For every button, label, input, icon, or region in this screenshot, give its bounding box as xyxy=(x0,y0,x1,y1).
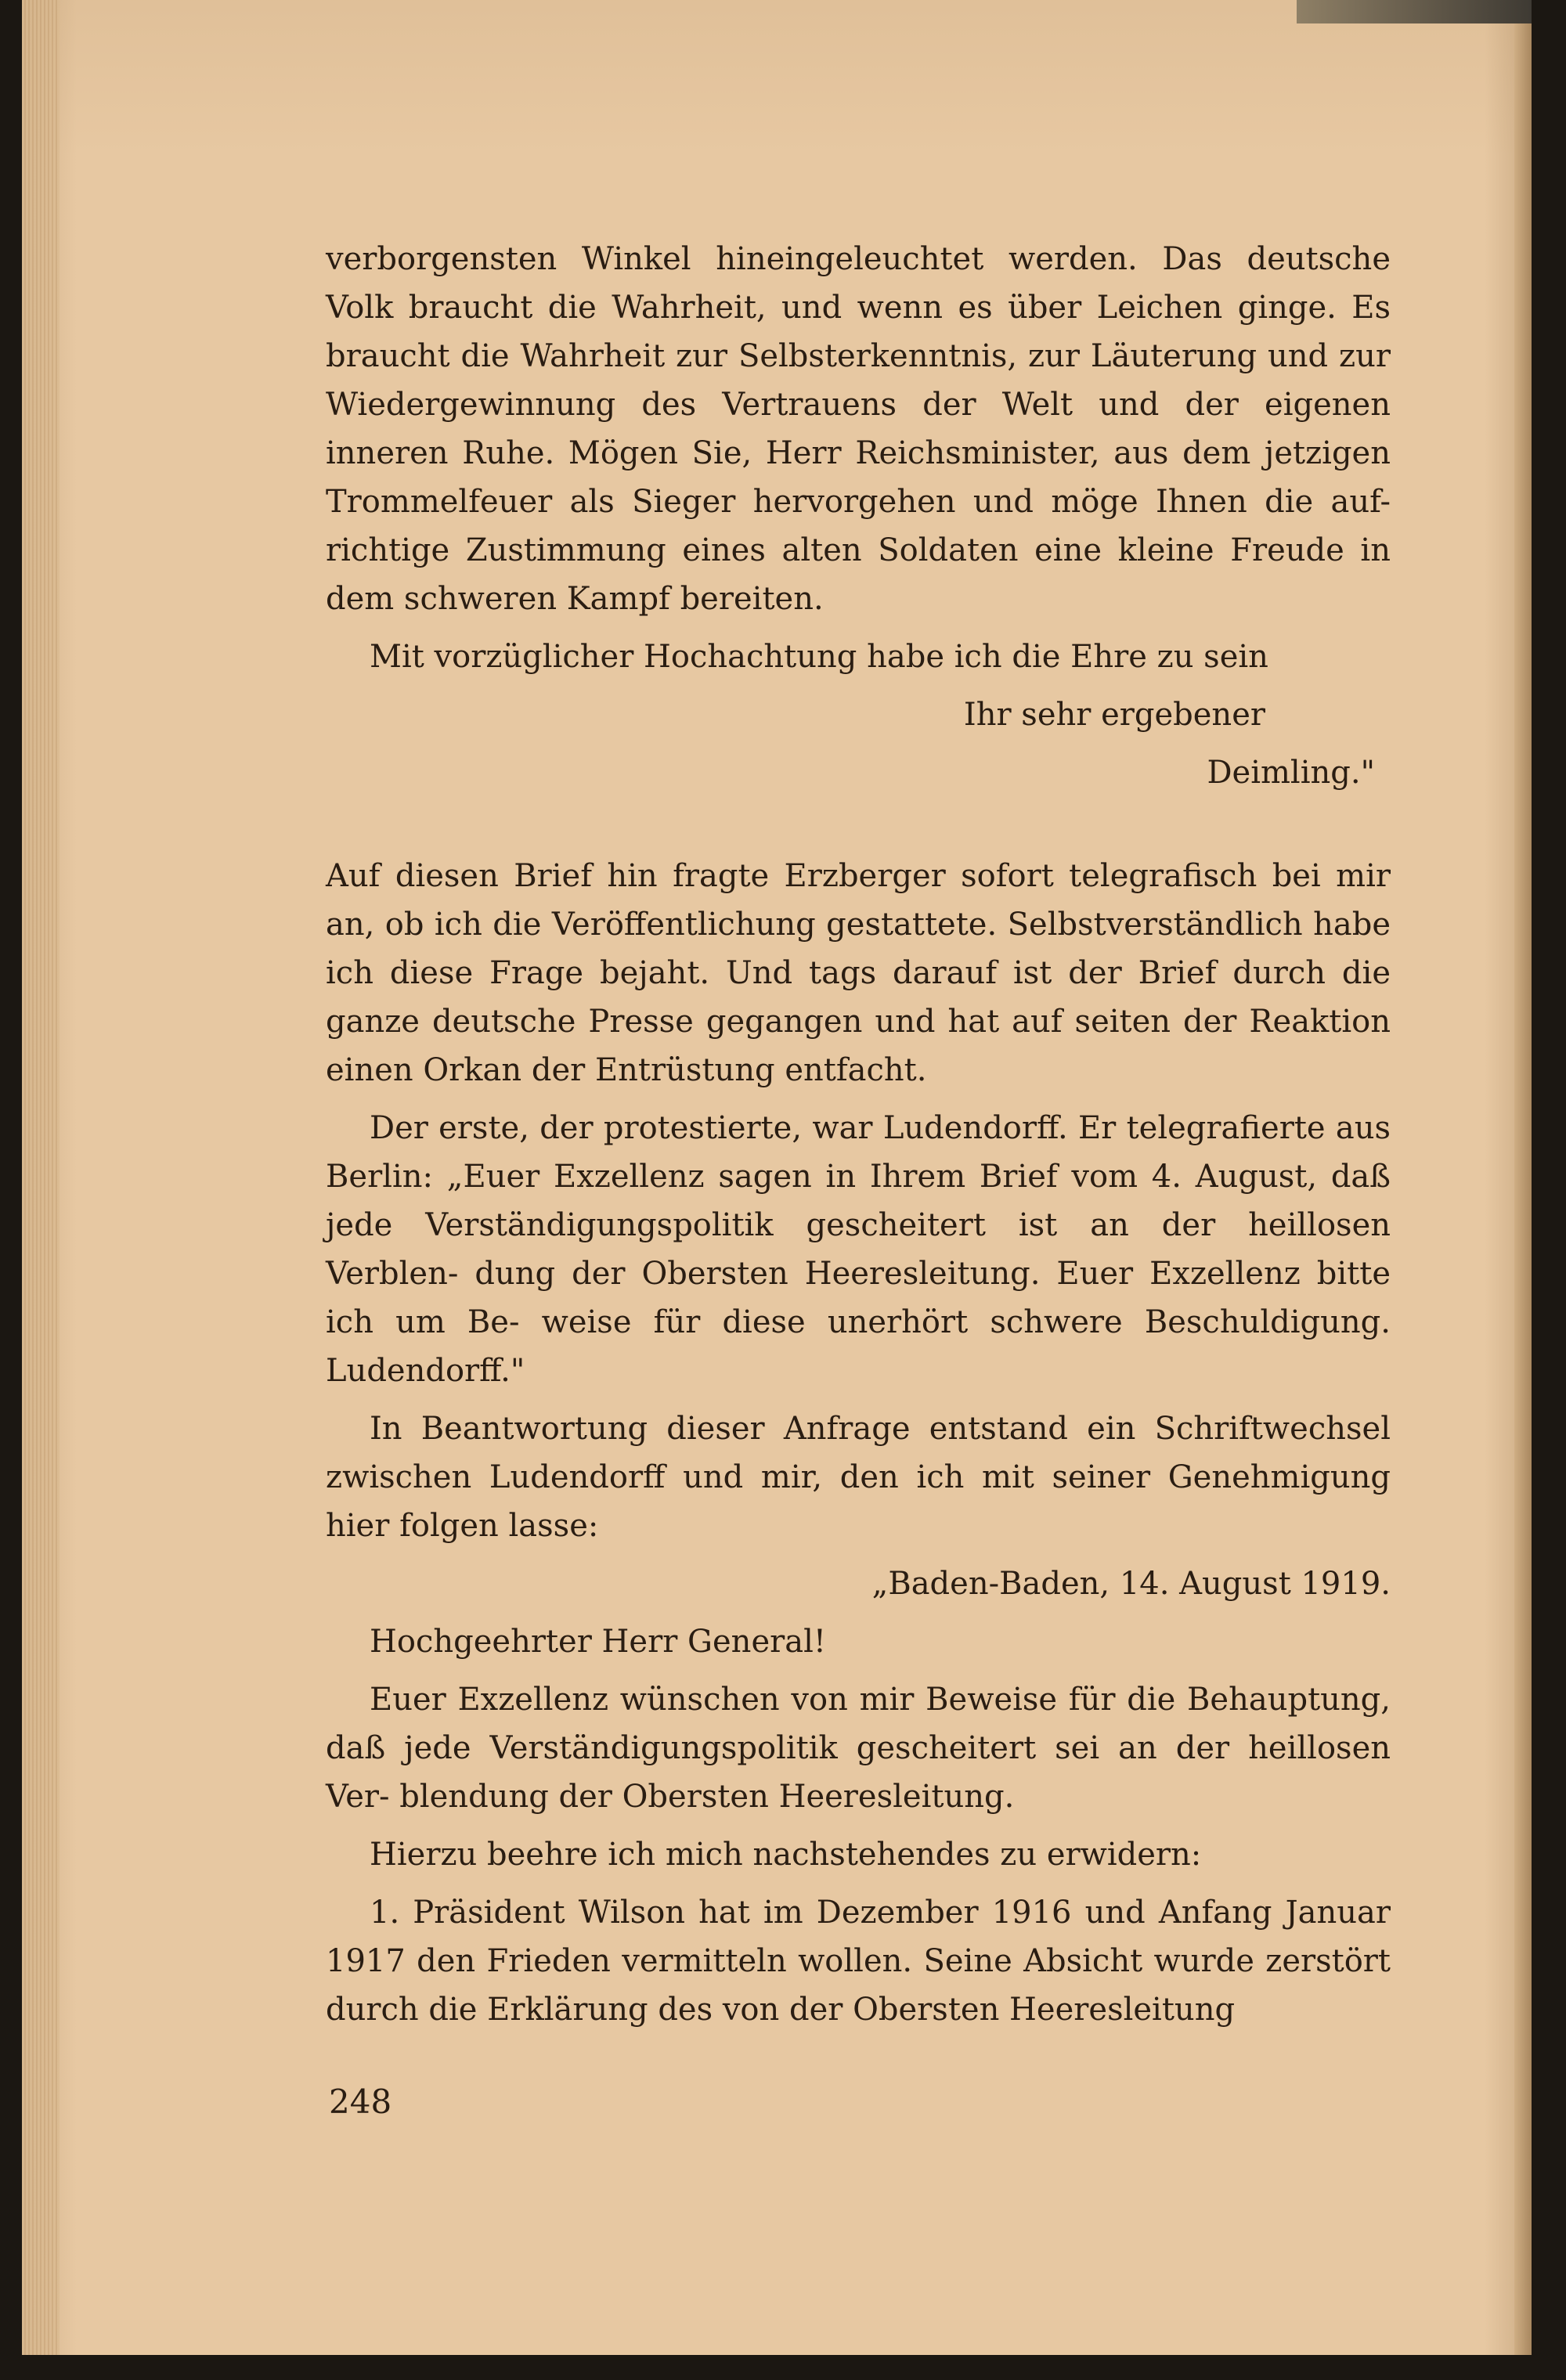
paragraph-ludendorff-telegram: Der erste, der protestierte, war Ludendorff. Er telegrafierte aus Berlin: „Euer Exzellenz sagen in Ihrem Brief vom 4. August, daß jede Verständigungspolitik gescheitert ist an der heillosen Verblen- dung der Obersten Heeresleitung. Euer Exzellenz bitte ich um Be- weise für diese unerhört schwere Beschuldigung. Ludendorff." xyxy=(326,1110,1391,1389)
paragraph-letter-reply: Hierzu beehre ich mich nachstehendes zu erwidern: xyxy=(370,1837,1202,1873)
paragraph-point-one: 1. Präsident Wilson hat im Dezember 1916 und Anfang Januar 1917 den Frieden vermitteln wollen. Seine Absicht wurde zerstört durch die Erklärung des von der Obersten Heeresleitung xyxy=(326,1895,1391,2028)
page-leaf-edges xyxy=(22,0,60,2355)
book-cover-strip xyxy=(1297,0,1532,23)
paragraph-erzberger: Auf diesen Brief hin fragte Erzberger sofort telegrafisch bei mir an, ob ich die Veröffentlichung gestattete. Selbstverständlich habe ich diese Frage bejaht. Und tags darauf ist der Brief durch die ganze deutsche Presse gegangen und hat auf seiten der Reaktion einen Orkan der Entrüstung entfacht. xyxy=(326,858,1391,1088)
page-gutter-edge xyxy=(1514,23,1532,2355)
paragraph-letter-greeting: Hochgeehrter Herr General! xyxy=(370,1624,826,1660)
page-body-text xyxy=(326,235,1391,2034)
paragraph-correspondence-intro: In Beantwortung dieser Anfrage entstand ein Schriftwechsel zwischen Ludendorff und mir, den ich mit seiner Genehmigung hier folgen lasse: xyxy=(326,1411,1391,1544)
paragraph-signoff: Ihr sehr ergebener xyxy=(963,697,1265,733)
book-page xyxy=(22,0,1532,2355)
paragraph-letter-opening: Euer Exzellenz wünschen von mir Beweise für die Behauptung, daß jede Verständigungspolitik gescheitert sei an der heillosen Ver- blendung der Obersten Heeresleitung. xyxy=(326,1682,1391,1815)
page-number: 248 xyxy=(329,2082,392,2121)
paragraph-letter-end: verborgensten Winkel hineingeleuchtet werden. Das deutsche Volk braucht die Wahrheit, und wenn es über Leichen ginge. Es braucht die Wahrheit zur Selbsterkenntnis, zur Läuterung und zur Wiedergewinnung des Vertrauens der Welt und der eigenen inneren Ruhe. Mögen Sie, Herr Reichsminister, aus dem jetzigen Trommelfeuer als Sieger hervorgehen und möge Ihnen die auf- richtige Zustimmung eines alten Soldaten eine kleine Freude in dem schweren Kampf bereiten. xyxy=(326,241,1391,617)
paragraph-letter-dateline: „Baden-Baden, 14. August 1919. xyxy=(871,1566,1391,1602)
paragraph-signature: Deimling." xyxy=(1207,755,1375,791)
paragraph-salutation-close: Mit vorzüglicher Hochachtung habe ich die Ehre zu sein xyxy=(370,639,1268,675)
